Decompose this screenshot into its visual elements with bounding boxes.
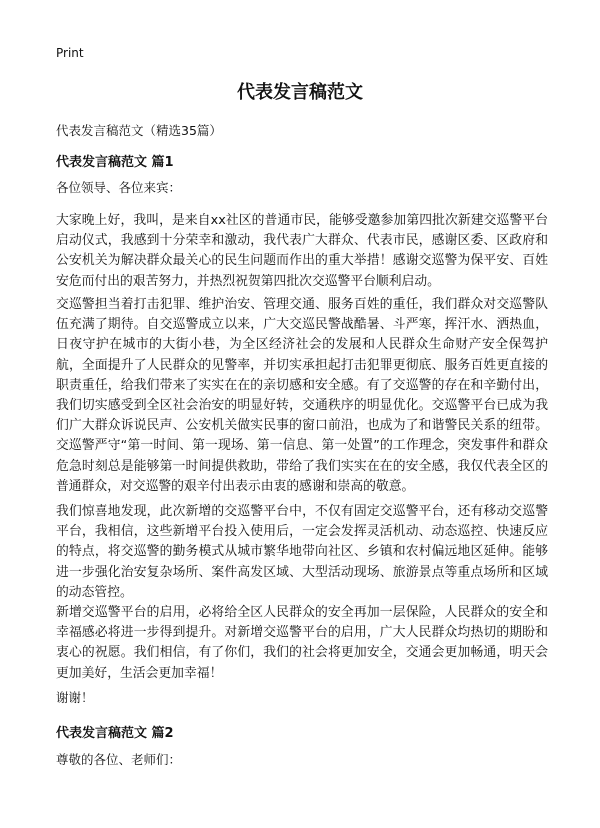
- section-1-greeting: 各位领导、各位来宾：: [56, 180, 182, 195]
- section-1-heading: 代表发言稿范文 篇1: [56, 155, 174, 170]
- section-1-closing: 谢谢！: [56, 690, 94, 705]
- section-1-paragraph-3: 我们惊喜地发现，此次新增的交巡警平台中，不仅有固定交巡警平台，还有移动交巡警平台，我相信，这些新增平台投入使用后，一定会发挥灵活机动、动态巡控、快速反应的特点，将交巡警的勤务模式从城市繁华地带向社区、乡镇和农村偏远地区延伸。能够进一步强化治安复杂场所、案件高发区域、大型活动现场、旅游景点等重点场所和区域的动态管控。: [56, 504, 548, 600]
- print-link[interactable]: Print: [56, 46, 84, 60]
- section-2-heading: 代表发言稿范文 篇2: [56, 726, 174, 741]
- section-2-greeting: 尊敬的各位、老师们：: [56, 752, 182, 767]
- section-1-paragraph-2: 交巡警担当着打击犯罪、维护治安、管理交通、服务百姓的重任，我们群众对交巡警队伍充满了期待。自交巡警成立以来，广大交巡民警战酷暑、斗严寒，挥汗水、洒热血，日夜守护在城市的大街小巷，为全区经济社会的发展和人民群众生命财产安全保驾护航，全面提升了人民群众的见警率，并切实承担起打击犯罪更彻底、服务百姓更直接的职责重任，给我们带来了实实在在的亲切感和安全感。有了交巡警的存在和辛勤付出，我们切实感受到全区社会治安的明显好转，交通秩序的明显优化。交巡警平台已成为我们广大群众诉说民声、公安机关做实民事的窗口前沿，也成为了和谐警民关系的纽带。交巡警严守“第一时间、第一现场、第一信息、第一处置”的工作理念，突发事件和群众危急时刻总是能够第一时间提供救助，带给了我们实实在在的安全感，我仅代表全区的普通群众，对交巡警的艰辛付出表示由衷的感谢和崇高的敬意。: [56, 297, 548, 494]
- document-subtitle: 代表发言稿范文（精选35篇）: [56, 123, 222, 138]
- document-title: 代表发言稿范文: [237, 82, 363, 103]
- section-1-paragraph-1: 大家晚上好，我叫，是来自xx社区的普通市民，能够受邀参加第四批次新建交巡警平台启动仪式，我感到十分荣幸和激动，我代表广大群众、代表市民，感谢区委、区政府和公安机关为解决群众最关心的民生问题而作出的重大举措！感谢交巡警为保平安、百姓安危而付出的艰苦努力，并热烈祝贺第四批次交巡警平台顺利启动。: [56, 213, 548, 289]
- section-1-paragraph-4: 新增交巡警平台的启用，必将给全区人民群众的安全再加一层保险，人民群众的安全和幸福感必将进一步得到提升。对新增交巡警平台的启用，广大人民群众均热切的期盼和衷心的祝愿。我们相信，有了你们，我们的社会将更加安全，交通会更加畅通，明天会更加美好，生活会更加幸福！: [56, 605, 548, 681]
